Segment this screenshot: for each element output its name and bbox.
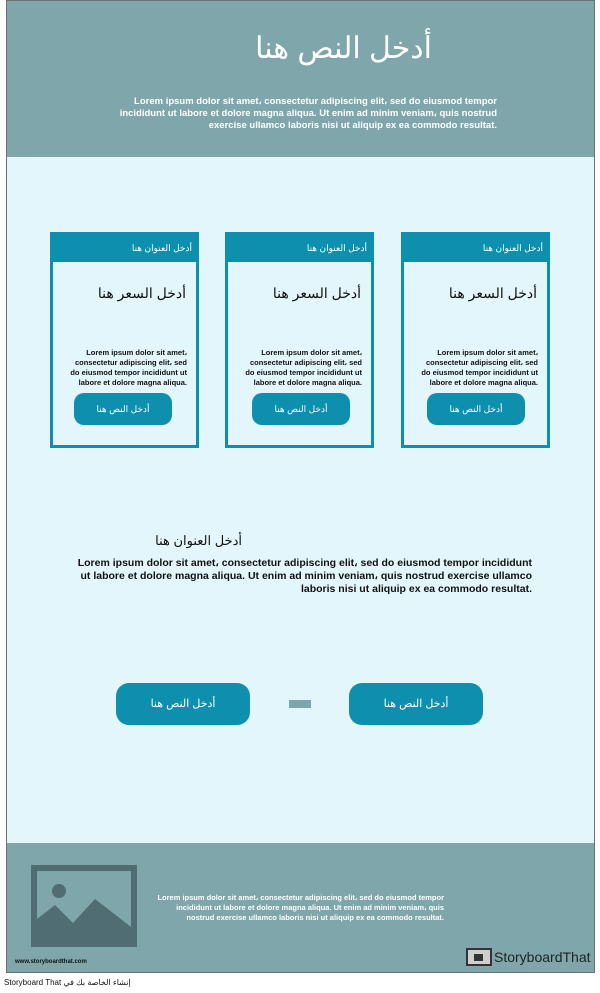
section-body-text: Lorem ipsum dolor sit amet، consectetur adipiscing elit، sed do eiusmod tempor incididunt ut labore et dolore magna aliqua. Ut enim ad minim veniam، quis nostrud exercise ullamco laboris nisi ut aliquip ex ea commodo resultat. <box>77 557 532 595</box>
poster-frame <box>6 0 595 973</box>
card-body-text: Lorem ipsum dolor sit amet، consectetur adipiscing elit، sed do eiusmod tempor incididunt ut labore et dolore magna aliqua. <box>70 348 187 387</box>
card-price: أدخل السعر هنا <box>448 285 537 301</box>
brand-name: StoryboardThat <box>494 949 591 965</box>
card-heading: أدخل العنوان هنا <box>53 235 196 262</box>
card-button[interactable]: أدخل النص هنا <box>74 393 172 425</box>
dash-separator <box>289 700 311 708</box>
card-price: أدخل السعر هنا <box>272 285 361 301</box>
card-button[interactable]: أدخل النص هنا <box>252 393 350 425</box>
header-body-text: Lorem ipsum dolor sit amet، consectetur adipiscing elit، sed do eiusmod tempor incididunt ut labore et dolore magna aliqua. Ut enim ad minim veniam، quis nostrud exercise ullamco laboris nisi ut aliquip ex ea commodo resultat. <box>119 96 497 131</box>
card-heading: أدخل العنوان هنا <box>228 235 371 262</box>
card-body-text: Lorem ipsum dolor sit amet، consectetur adipiscing elit، sed do eiusmod tempor incididunt ut labore et dolore magna aliqua. <box>421 348 538 387</box>
storyboardthat-logo-icon <box>466 948 492 966</box>
credit-line: Storyboard That إنشاء الخاصة بك في <box>4 978 131 987</box>
header-title: أدخل النص هنا <box>255 32 432 65</box>
left-text-button[interactable]: أدخل النص هنا <box>116 683 250 725</box>
header-banner <box>7 1 594 157</box>
image-placeholder-icon <box>31 865 137 947</box>
storyboardthat-brand[interactable] <box>466 947 591 967</box>
pricing-card-left <box>50 232 199 448</box>
pricing-card-middle <box>225 232 374 448</box>
pricing-card-right <box>401 232 550 448</box>
section-title: أدخل العنوان هنا <box>155 533 242 548</box>
footer-url[interactable]: www.storyboardthat.com <box>15 959 87 965</box>
mountain-image-icon <box>37 871 131 941</box>
card-price: أدخل السعر هنا <box>97 285 186 301</box>
card-button[interactable]: أدخل النص هنا <box>427 393 525 425</box>
footer-banner <box>7 843 594 972</box>
card-body-text: Lorem ipsum dolor sit amet، consectetur adipiscing elit، sed do eiusmod tempor incididunt ut labore et dolore magna aliqua. <box>245 348 362 387</box>
card-heading: أدخل العنوان هنا <box>404 235 547 262</box>
footer-body-text: Lorem ipsum dolor sit amet، consectetur adipiscing elit، sed do eiusmod tempor incididunt ut labore et dolore magna aliqua. Ut enim ad minim veniam، quis nostrud exercise ullamco laboris nisi ut aliquip ex ea commodo resultat. <box>157 893 444 922</box>
right-text-button[interactable]: أدخل النص هنا <box>349 683 483 725</box>
